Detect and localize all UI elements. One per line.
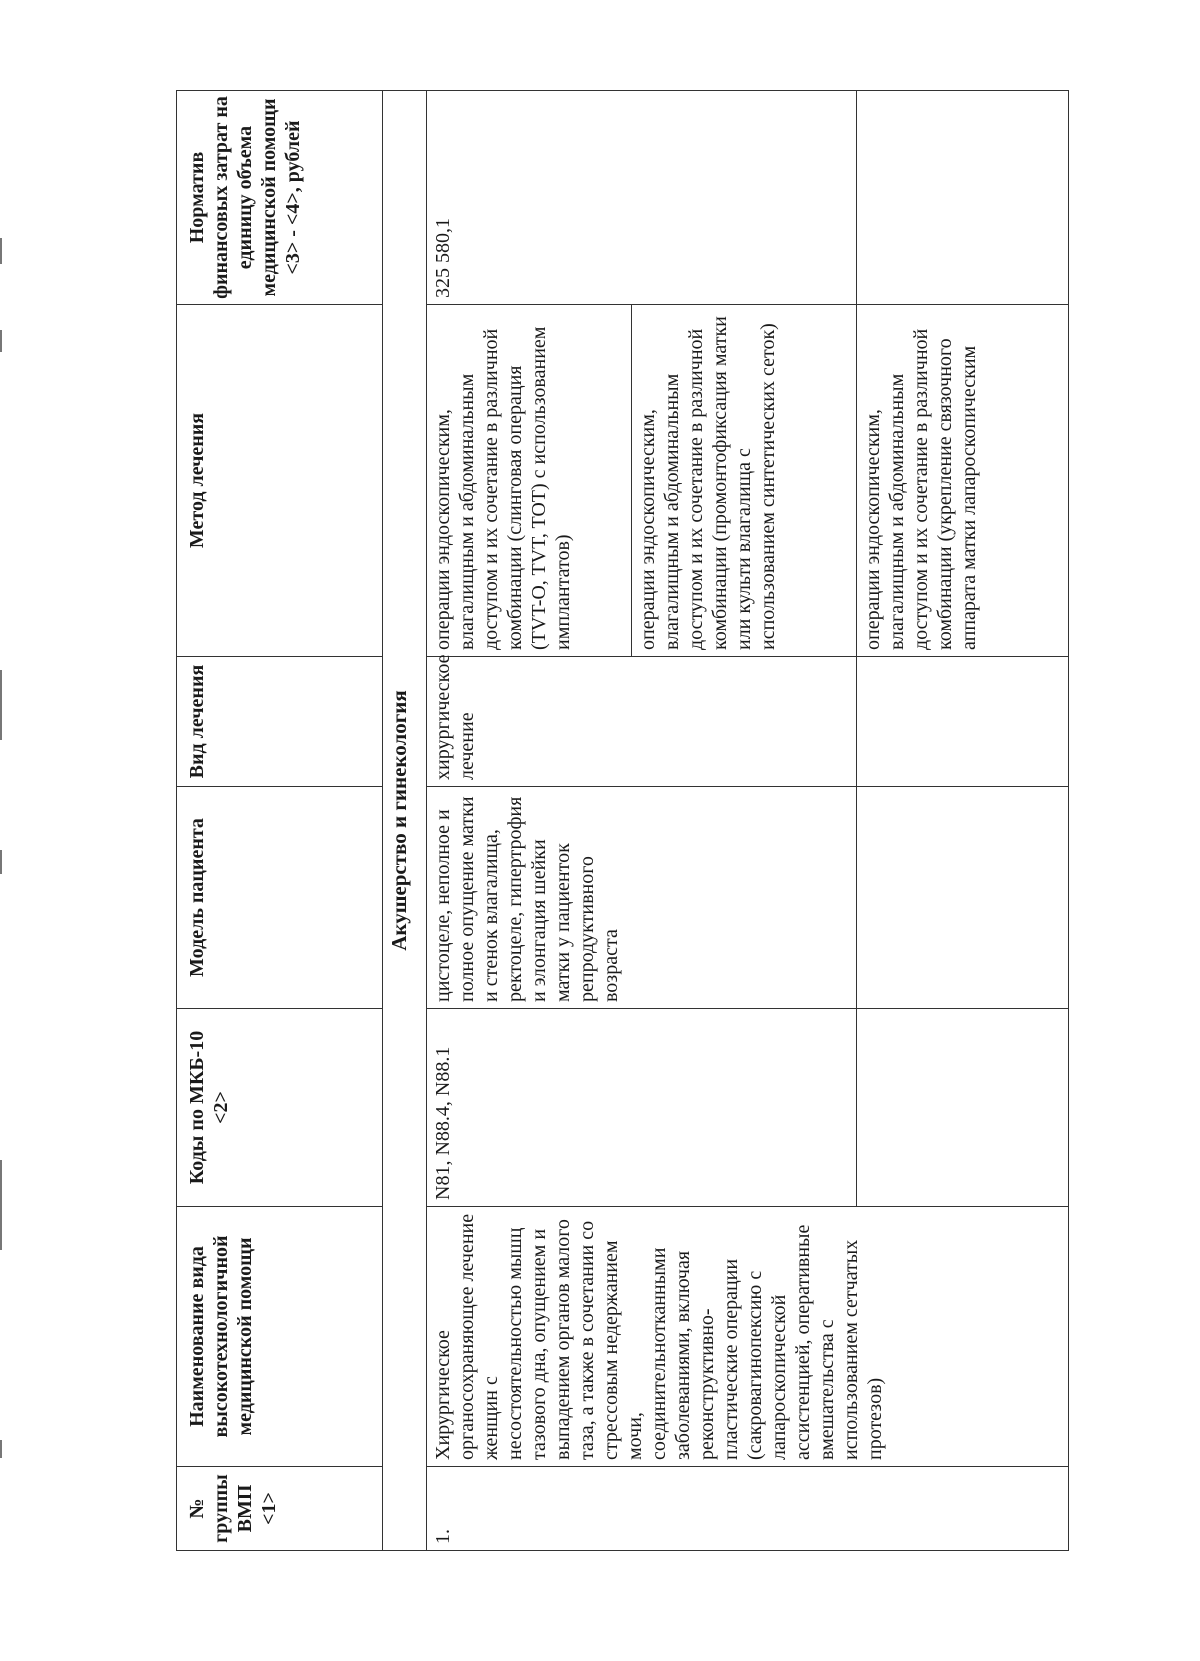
header-treatment-method: Метод лечения xyxy=(177,305,383,657)
cell-icd-codes: N81, N88.4, N88.1 xyxy=(427,1009,857,1207)
cell-cost-standard: 325 580,1 xyxy=(427,91,857,305)
cell-vmp-name: Хирургическое органосохраняющее лечение женщин с несостоятельностью мышц тазового дна, опущением и выпадением органов малого таза, а также в сочетании со стрессовым недержанием мочи, соединительнотканными заболеваниями, включая реконструктивно-пластические операции (сакровагинопексию с лапароскопической ассистенцией, оперативные вмешательства с использованием сетчатых протезов) xyxy=(427,1207,1069,1467)
cell-method-3: операции эндоскопическим, влагалищным и абдоминальным доступом и их сочетание в различной комбинации (укрепление связочного аппарата матки лапароскопическим xyxy=(857,305,1069,657)
header-icd-codes: Коды по МКБ-10 <2> xyxy=(177,1009,383,1207)
scan-edge-mark xyxy=(0,330,2,352)
header-group-no: № группы ВМП <1> xyxy=(177,1467,383,1551)
scan-edge-mark xyxy=(0,850,2,874)
vmp-table xyxy=(176,90,1069,1551)
header-row xyxy=(177,91,383,1551)
cell-treatment-type: хирургическое лечение xyxy=(427,657,857,787)
header-treatment-type: Вид лечения xyxy=(177,657,383,787)
header-cost-standard: Норматив финансовых затрат на единицу объема медицинской помощи <3> - <4>, рублей xyxy=(177,91,383,305)
scan-edge-mark xyxy=(0,238,2,264)
table-row xyxy=(427,91,632,1551)
cell-method-2: операции эндоскопическим, влагалищным и абдоминальным доступом и их сочетание в различной комбинации (промонтофиксация матки или культи влагалища с использованием синтетических сеток) xyxy=(632,305,857,657)
cell-group-no: 1. xyxy=(427,1467,1069,1551)
cell-method-1: операции эндоскопическим, влагалищным и абдоминальным доступом и их сочетание в различной комбинации (слинговая операция (TVT-O, TVT, TOT) с использованием имплантатов) xyxy=(427,305,632,657)
cell-cost-standard-empty xyxy=(857,91,1069,305)
cell-icd-codes-empty xyxy=(857,1009,1069,1207)
header-vmp-name: Наименование вида высокотехнологичной медицинской помощи xyxy=(177,1207,383,1467)
scan-edge-mark xyxy=(0,1440,2,1458)
scan-edge-mark xyxy=(0,670,2,740)
rotated-table-wrapper xyxy=(176,91,1068,1551)
cell-treatment-type-empty xyxy=(857,657,1069,787)
section-row xyxy=(383,91,427,1551)
cell-patient-model-empty xyxy=(857,787,1069,1009)
section-title: Акушерство и гинекология xyxy=(383,91,427,1551)
scan-edge-mark xyxy=(0,1160,2,1250)
cell-patient-model: цистоцеле, неполное и полное опущение матки и стенок влагалища, ректоцеле, гипертрофия и элонгация шейки матки у пациенток репродуктивного возраста xyxy=(427,787,857,1009)
header-patient-model: Модель пациента xyxy=(177,787,383,1009)
